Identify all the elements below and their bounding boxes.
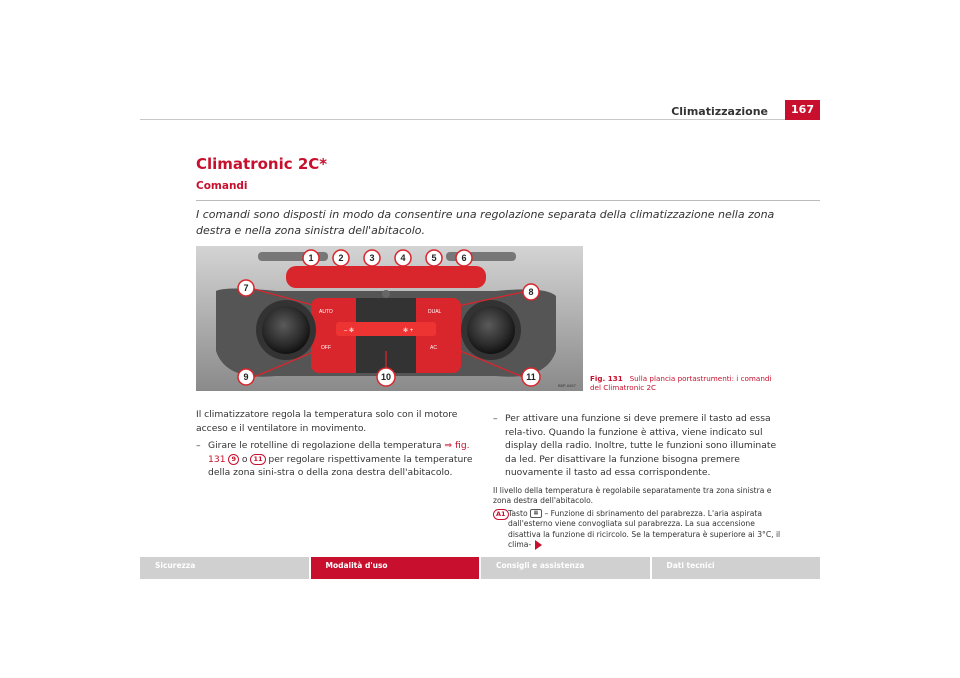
label-dual: DUAL [428,309,442,315]
callout-6: 6 [461,253,467,263]
fig-link[interactable]: ⇒ fig. 131 [208,440,470,465]
callout-9: 9 [243,372,249,382]
callout-8: 8 [528,287,534,297]
header-rule [140,119,820,120]
defrost-key-icon: ▦ [530,509,542,518]
label-ac: AC [430,345,437,351]
tab-dati-tecnici[interactable]: Dati tecnici [652,557,821,579]
bullet-text-mid: o [239,453,251,465]
footer-nav [140,557,820,579]
left-column [196,408,476,480]
left-bullet [196,439,476,480]
ref-badge-11: 11 [250,454,265,465]
caption-text: Sulla plancia portastrumenti: i comandi del Climatronic 2C [590,374,772,392]
tab-sicurezza[interactable]: Sicurezza [140,557,309,579]
continue-arrow-icon[interactable] [535,540,542,550]
intro-text: I comandi sono disposti in modo da consentire una regolazione separata della climatizzazione nella zona destra e nella zona sinistra dell'abitacolo. [196,208,775,237]
photo-code: B5P-0457 [558,383,576,388]
climate-panel-photo [196,246,583,391]
callout-2: 2 [338,253,344,263]
callout-10: 10 [380,372,392,382]
section-title: Climatronic 2C* [196,155,328,173]
left-paragraph: Il climatizzatore regola la temperatura solo con il motore acceso e il ventilatore in movimento. [196,409,458,434]
note-text-pre: Tasto [508,508,531,518]
callout-7: 7 [243,283,249,293]
section-rule [196,200,820,201]
callout-11: 11 [526,372,536,382]
caption-fig-number: Fig. 131 [590,374,623,383]
page-number: 167 [785,100,820,120]
bullet-text-pre: Girare le rotelline di regolazione della temperatura [208,440,445,451]
callout-1: 1 [308,253,314,263]
tab-modalita-uso[interactable]: Modalità d'uso [311,557,480,579]
right-bullet: – Per attivare una funzione si deve premere il tasto ad essa rela-tivo. Quando la funzione è attiva, viene indicato sul display della radio. Inoltre, tutte le funzioni sono illuminate da led. Per disattivare la funzione bisogna premere nuovamente il tasto ad essa corrispondente. [493,412,783,480]
bullet-text-post: per regolare rispettivamente la temperature della zona sini-stra o della zona destra dell'abitacolo. [208,453,473,478]
label-off: OFF [321,345,331,351]
header-title: Climatizzazione [671,105,768,118]
callout-4: 4 [400,253,406,263]
ref-badge-9: 9 [228,454,239,465]
label-fan-plus: ✻ + [403,328,414,334]
ref-badge-a1: A1 [493,509,509,520]
callout-3: 3 [369,253,375,263]
label-fan-minus: – ✻ [344,328,355,334]
right-column [493,408,783,551]
subsection-title: Comandi [196,180,248,192]
figure-caption [590,374,780,392]
tab-consigli-assistenza[interactable]: Consigli e assistenza [481,557,650,579]
note-text-post: – Funzione di sbrinamento del parabrezza. L'aria aspirata dall'esterno viene convogliata sul parabrezza. La sua accensione disattiva la funzione di ricircolo. Se la temperatura è superiore ai 3°C, il clima- [508,508,781,549]
defrost-note [493,509,783,551]
label-auto: AUTO [319,309,333,315]
temperature-note: Il livello della temperatura è regolabile separatamente tra zona sinistra e zona destra dell'abitacolo. [493,485,772,505]
callout-5: 5 [431,253,437,263]
